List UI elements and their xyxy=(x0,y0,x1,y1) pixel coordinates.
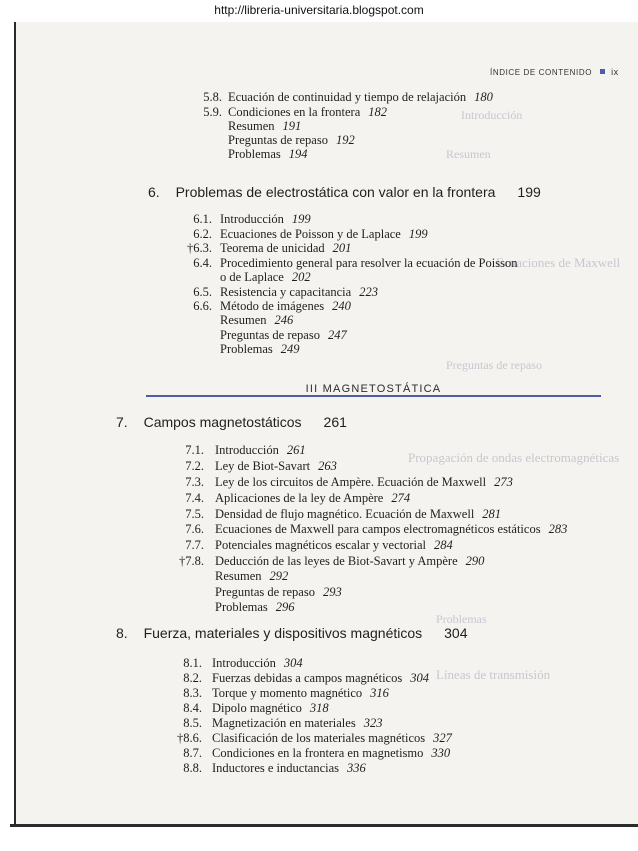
entry-number: †6.3. xyxy=(187,241,212,255)
entry-number: 8.1. xyxy=(183,656,202,670)
entry-page: 223 xyxy=(359,285,378,299)
entry-title: Potenciales magnéticos escalar y vectorial xyxy=(215,538,427,552)
chapter-number: 6. xyxy=(148,184,160,200)
entry-page: 293 xyxy=(322,585,342,599)
entry-title: Ley de los circuitos de Ampère. Ecuación de Maxwell xyxy=(215,475,487,489)
header-page-number: ix xyxy=(611,67,619,77)
entry-title: Problemas xyxy=(220,342,273,356)
entry-number: †7.8. xyxy=(179,554,204,568)
entry-title: Introducción xyxy=(220,212,284,226)
scan-edge xyxy=(10,824,638,827)
entry-number: 7.6. xyxy=(185,522,204,536)
entry-page: 281 xyxy=(482,507,502,521)
entry-page: 261 xyxy=(286,443,306,457)
entry-number: 6.4. xyxy=(193,256,212,270)
entry-title: Resistencia y capacitancia xyxy=(220,285,352,299)
entry-page: 199 xyxy=(291,212,311,226)
bleed-text: Problemas xyxy=(436,612,487,626)
entry-number: 7.1. xyxy=(185,443,204,457)
entry-number: 5.9. xyxy=(203,105,222,119)
entry-page: 336 xyxy=(347,761,366,775)
entry-title: Procedimiento general para resolver la ecuación de Poisson xyxy=(220,256,518,270)
chapter-page: 261 xyxy=(323,414,347,430)
entry-title: Ecuaciones de Poisson y de Laplace xyxy=(220,227,401,241)
entry-title: Problemas xyxy=(228,147,281,161)
entry-title: Ecuaciones de Maxwell para campos electromagnéticos estáticos xyxy=(215,522,541,536)
chapter-title: Fuerza, materiales y dispositivos magnéticos xyxy=(143,625,423,641)
entry-title: Dipolo magnético xyxy=(212,701,302,715)
entry-title: Clasificación de los materiales magnéticos xyxy=(212,731,426,745)
entry-page: 247 xyxy=(327,328,347,342)
entry-page: 318 xyxy=(309,701,329,715)
entry-title: Condiciones en la frontera xyxy=(228,105,361,119)
entry-page: 327 xyxy=(433,731,452,745)
entry-number: 5.8. xyxy=(203,90,222,104)
entry-title: Resumen xyxy=(220,313,267,327)
entry-title: Preguntas de repaso xyxy=(215,585,315,599)
entry-title: Resumen xyxy=(215,569,262,583)
chapter-page: 304 xyxy=(444,625,468,641)
chapter-number: 8. xyxy=(116,625,128,641)
entry-number: 6.6. xyxy=(193,299,212,313)
entry-page: 249 xyxy=(280,342,300,356)
entry-page: 290 xyxy=(465,554,485,568)
entry-title: Inductores e inductancias xyxy=(212,761,340,775)
entry-page: 323 xyxy=(363,716,383,730)
entry-page: 194 xyxy=(288,147,308,161)
entry-page: 202 xyxy=(291,270,311,284)
entry-title: Introducción xyxy=(212,656,276,670)
chapter-page: 199 xyxy=(517,184,541,200)
entry-number: 7.7. xyxy=(185,538,204,552)
entry-page: 192 xyxy=(335,133,355,147)
bleed-text: Líneas de transmisión xyxy=(436,667,551,682)
entry-page: 274 xyxy=(391,491,411,505)
bleed-text: Introducción xyxy=(461,108,523,122)
entry-title: Resumen xyxy=(228,119,275,133)
bleed-text: Propagación de ondas electromagnéticas xyxy=(408,450,620,465)
entry-number: 8.4. xyxy=(183,701,202,715)
entry-number: 7.5. xyxy=(185,507,204,521)
bleed-text: Resumen xyxy=(446,147,491,161)
chapter-title: Problemas de electrostática con valor en la frontera xyxy=(175,184,496,200)
entry-number: 6.5. xyxy=(193,285,212,299)
entry-page: 263 xyxy=(318,459,337,473)
entry-title: Ecuación de continuidad y tiempo de relajación xyxy=(228,90,467,104)
entry-number: 6.1. xyxy=(193,212,212,226)
bleed-text: Ecuaciones de Maxwell xyxy=(496,255,621,270)
entry-title: Ley de Biot-Savart xyxy=(215,459,311,473)
entry-page: 292 xyxy=(269,569,289,583)
entry-page: 296 xyxy=(275,600,295,614)
entry-title: Condiciones en la frontera en magnetismo xyxy=(212,746,424,760)
entry-page: 316 xyxy=(370,686,389,700)
entry-number: 7.3. xyxy=(185,475,204,489)
entry-page: 180 xyxy=(474,90,493,104)
entry-page: 284 xyxy=(434,538,453,552)
entry-page: 273 xyxy=(494,475,513,489)
entry-title: Fuerzas debidas a campos magnéticos xyxy=(212,671,403,685)
entry-title: Método de imágenes xyxy=(220,299,325,313)
square-bullet-icon xyxy=(600,69,605,74)
bleed-text: Preguntas de repaso xyxy=(446,358,542,372)
entry-title: Torque y momento magnético xyxy=(212,686,363,700)
entry-number: 8.8. xyxy=(183,761,202,775)
entry-title: Densidad de flujo magnético. Ecuación de Maxwell xyxy=(215,507,475,521)
entry-title: Teorema de unicidad xyxy=(220,241,325,255)
entry-number: 7.2. xyxy=(185,459,204,473)
entry-page: 191 xyxy=(282,119,302,133)
entry-page: 283 xyxy=(548,522,568,536)
entry-number: †8.6. xyxy=(177,731,202,745)
entry-title: o de Laplace xyxy=(220,270,284,284)
entry-page: 182 xyxy=(368,105,387,119)
chapter-heading[interactable] xyxy=(148,184,541,200)
part-heading[interactable]: III MAGNETOSTÁTICA xyxy=(146,383,601,397)
entry-number: 8.7. xyxy=(183,746,202,760)
entry-title: Preguntas de repaso xyxy=(228,133,328,147)
entry-page: 330 xyxy=(431,746,451,760)
entry-page: 304 xyxy=(283,656,303,670)
entry-title: Preguntas de repaso xyxy=(220,328,320,342)
header-title: ÍNDICE DE CONTENIDO xyxy=(490,68,593,77)
entry-number: 8.2. xyxy=(183,671,202,685)
entry-page: 246 xyxy=(274,313,294,327)
entry-title: Problemas xyxy=(215,600,268,614)
chapter-number: 7. xyxy=(116,414,128,430)
entry-page: 201 xyxy=(332,241,352,255)
entry-number: 6.2. xyxy=(193,227,212,241)
entry-page: 199 xyxy=(408,227,428,241)
entry-number: 8.3. xyxy=(183,686,202,700)
entry-number: 7.4. xyxy=(185,491,204,505)
entry-page: 240 xyxy=(332,299,351,313)
chapter-heading[interactable] xyxy=(116,625,468,641)
entry-title: Magnetización en materiales xyxy=(212,716,356,730)
chapter-title: Campos magnetostáticos xyxy=(143,414,302,430)
source-url[interactable]: http://libreria-universitaria.blogspot.com xyxy=(214,3,424,17)
entry-page: 304 xyxy=(410,671,429,685)
entry-number: 8.5. xyxy=(183,716,202,730)
chapter-heading[interactable] xyxy=(116,414,347,430)
entry-title: Deducción de las leyes de Biot-Savart y Ampère xyxy=(215,554,458,568)
running-header xyxy=(490,67,619,77)
entry-title: Introducción xyxy=(215,443,279,457)
entry-title: Aplicaciones de la ley de Ampère xyxy=(215,491,384,505)
